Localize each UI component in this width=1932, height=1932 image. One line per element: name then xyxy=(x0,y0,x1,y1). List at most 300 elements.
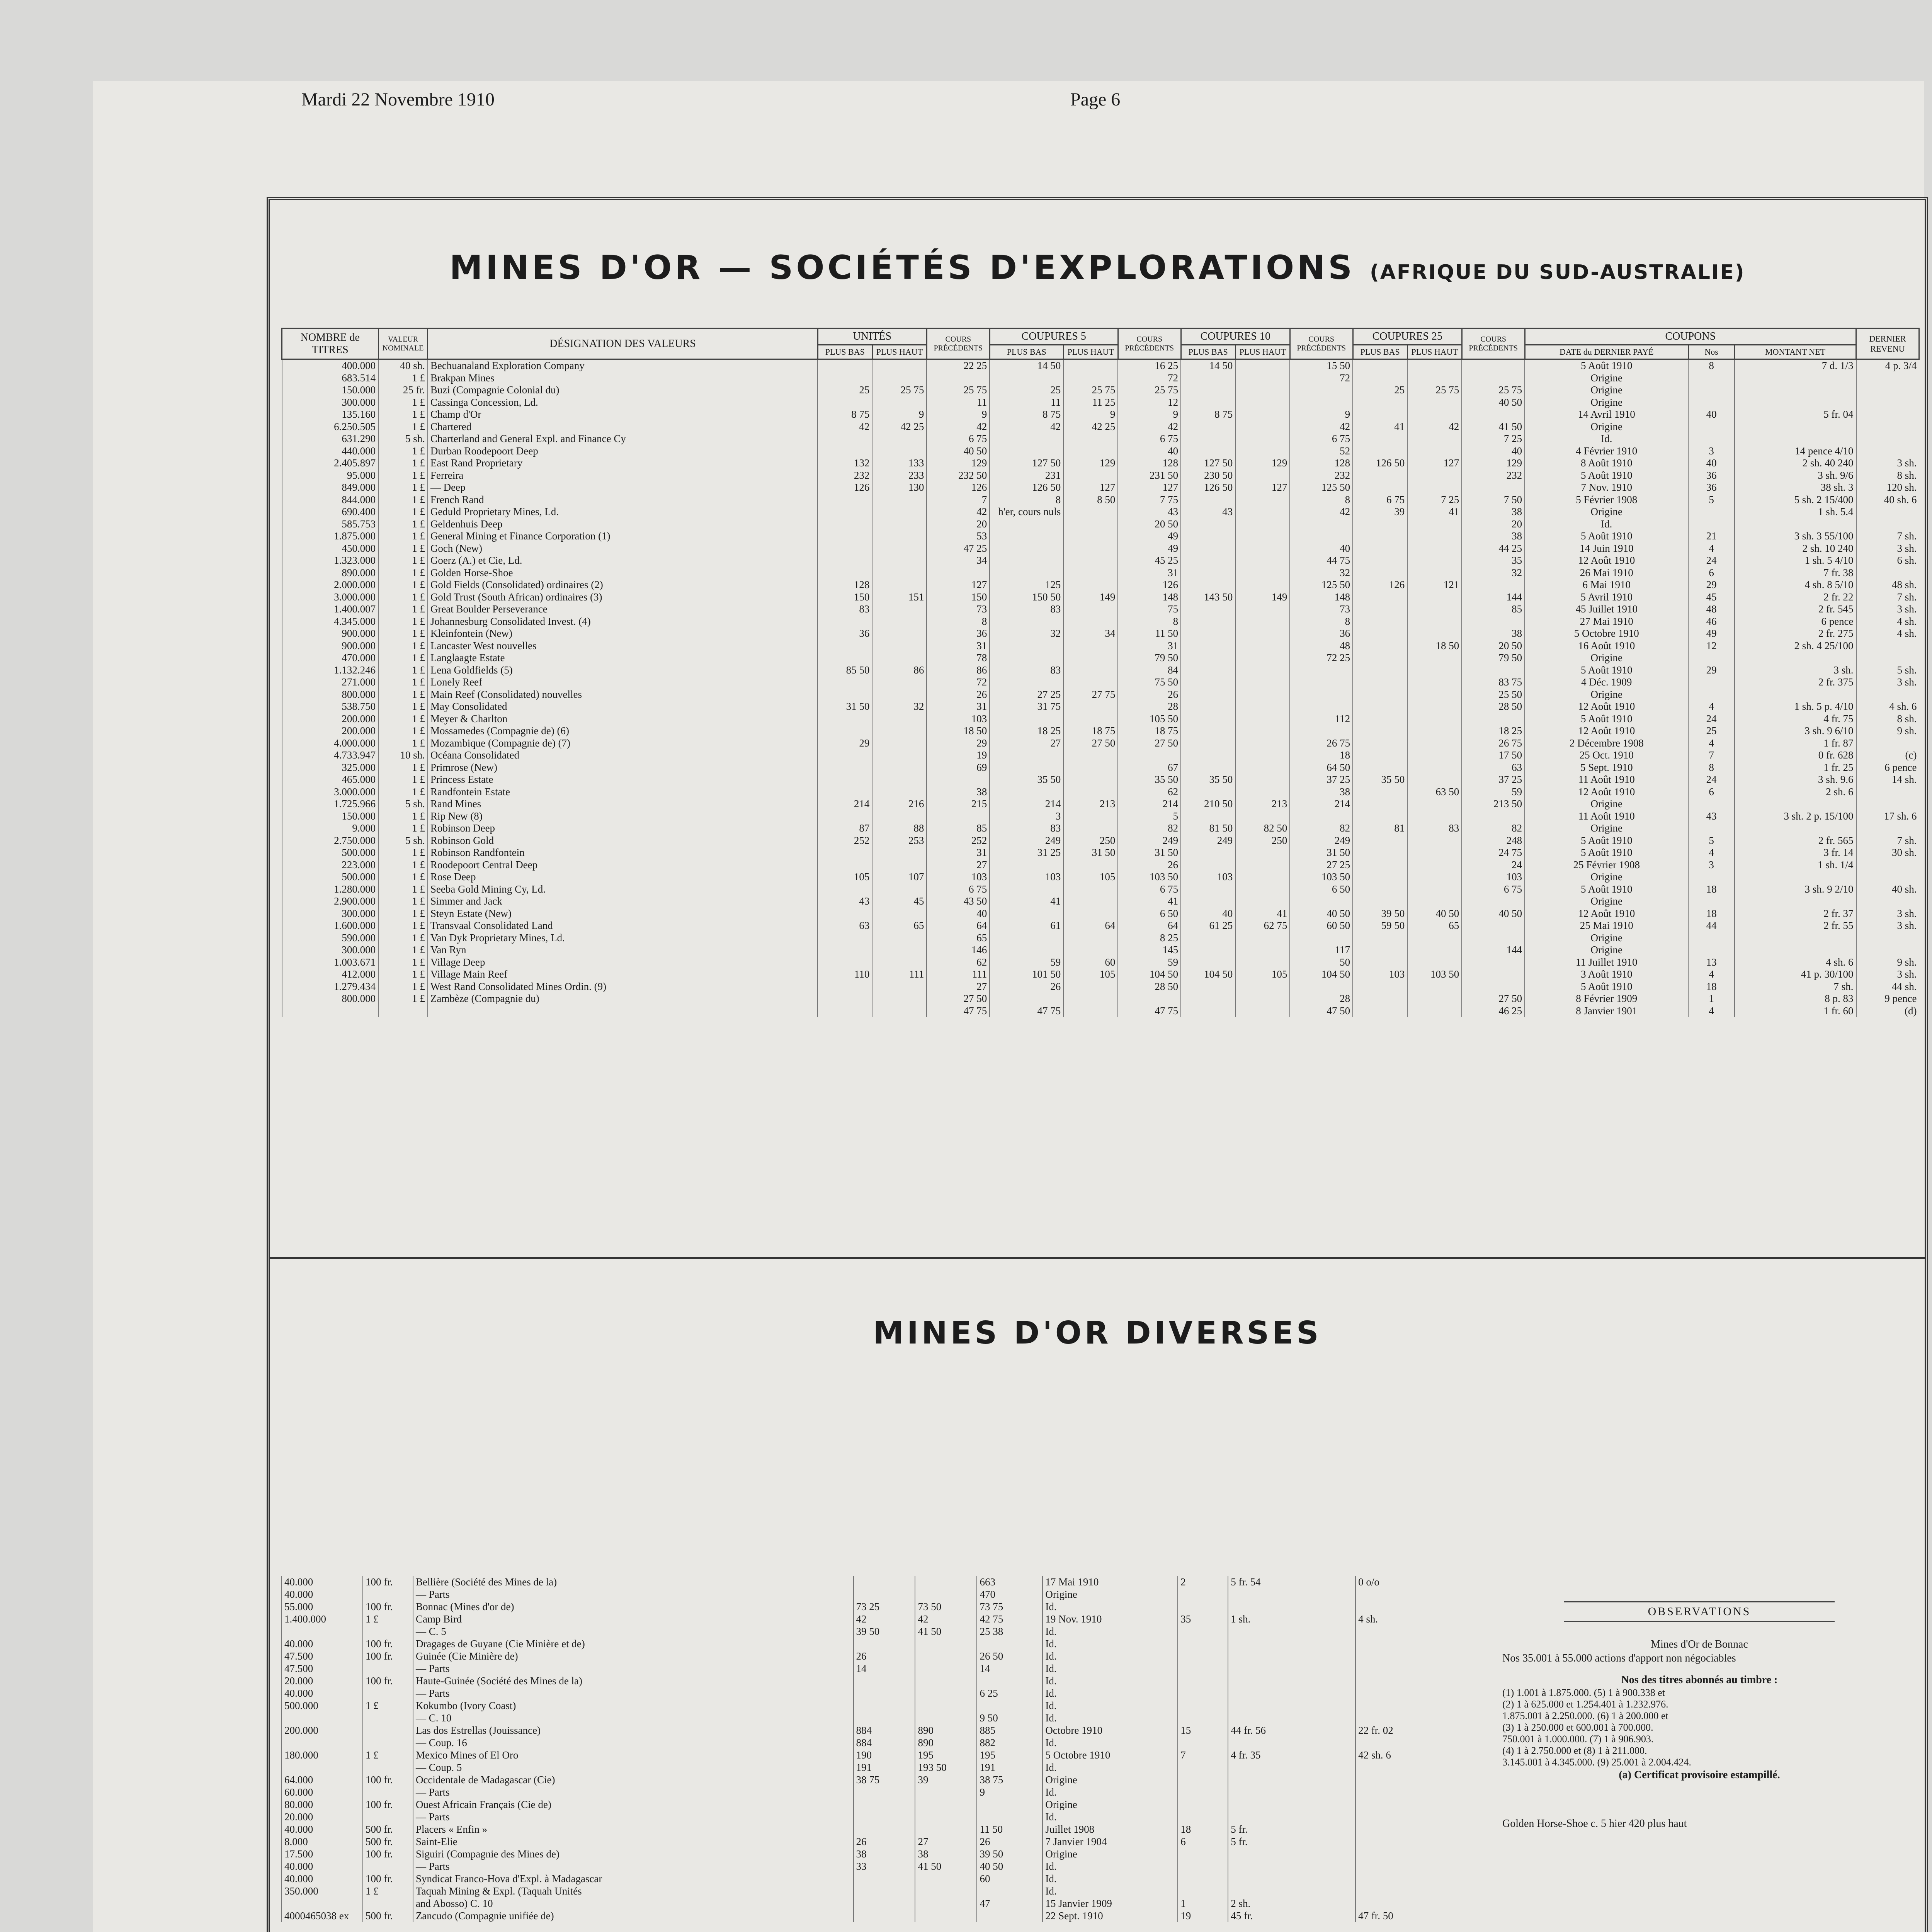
col-c5-bas: PLUS BAS xyxy=(990,345,1063,359)
mine-diverse-row xyxy=(282,1699,1491,1712)
mine-cell xyxy=(1353,396,1407,409)
mine-cell: 1 £ xyxy=(378,810,428,823)
mine-diverse-cell: 9 50 xyxy=(977,1712,1043,1724)
mine-cell: 1 £ xyxy=(378,859,428,871)
mine-cell: 45 xyxy=(872,895,927,908)
mine-cell: Gold Trust (South African) ordinaires (3) xyxy=(428,591,818,604)
mine-cell: 6 sh. xyxy=(1856,554,1919,567)
mine-cell: 18 50 xyxy=(927,725,990,737)
mine-cell: 38 xyxy=(1462,530,1525,543)
mine-cell: 128 xyxy=(818,579,872,591)
mine-diverse-cell xyxy=(915,1675,977,1687)
mine-diverse-cell xyxy=(1178,1761,1228,1774)
col-date: DATE du DERNIER PAYÉ xyxy=(1525,345,1688,359)
mine-cell: 3 sh. xyxy=(1856,603,1919,616)
col-coupures25: COUPURES 25 xyxy=(1353,328,1462,345)
mine-diverse-cell: — Coup. 5 xyxy=(413,1761,854,1774)
mine-cell xyxy=(1181,713,1235,725)
mine-cell: 84 xyxy=(1118,664,1181,677)
mine-cell xyxy=(872,518,927,531)
mine-diverse-cell: 5 fr. 54 xyxy=(1228,1576,1355,1588)
mine-cell: 249 xyxy=(990,835,1063,847)
mine-cell: 32 xyxy=(1290,567,1353,579)
mine-row xyxy=(282,384,1919,396)
mine-cell: 7 d. 1/3 xyxy=(1735,359,1856,372)
mine-cell xyxy=(1235,518,1290,531)
mine-row xyxy=(282,981,1919,993)
mine-cell: 11 xyxy=(990,396,1063,409)
mine-cell: Charterland and General Expl. and Finance Cy xyxy=(428,433,818,445)
mine-cell: 126 50 xyxy=(1353,457,1407,469)
mine-diverse-cell xyxy=(1228,1675,1355,1687)
mine-cell: 126 50 xyxy=(990,481,1063,494)
mine-cell: 300.000 xyxy=(282,944,379,956)
col-nombre: NOMBRE de TITRES xyxy=(282,328,379,359)
mine-cell: 41 xyxy=(1118,895,1181,908)
mine-cell: 125 50 xyxy=(1290,579,1353,591)
mine-cell xyxy=(1462,359,1525,372)
mine-diverse-cell: 15 xyxy=(1178,1724,1228,1736)
mine-cell xyxy=(990,652,1063,664)
mine-cell: 95.000 xyxy=(282,469,379,482)
mine-row xyxy=(282,445,1919,457)
mine-diverse-cell: 40 50 xyxy=(977,1860,1043,1872)
mine-diverse-cell: 191 xyxy=(854,1761,915,1774)
mine-diverse-row xyxy=(282,1687,1491,1699)
mine-cell: Simmer and Jack xyxy=(428,895,818,908)
observations-note: Nos 35.001 à 55.000 actions d'apport non négociables xyxy=(1502,1652,1736,1664)
mine-cell: Geduld Proprietary Mines, Ld. xyxy=(428,506,818,518)
mine-cell: 2.900.000 xyxy=(282,895,379,908)
mine-cell: 59 xyxy=(1462,786,1525,798)
mine-cell: 18 xyxy=(1290,749,1353,762)
mine-cell: 40 50 xyxy=(1290,908,1353,920)
mine-cell xyxy=(1353,725,1407,737)
mine-diverse-cell xyxy=(854,1638,915,1650)
mines-diverses-title: MINES D'OR DIVERSES xyxy=(873,1315,1322,1351)
mine-cell xyxy=(872,932,927,944)
mine-cell xyxy=(990,676,1063,689)
mine-cell: 1 £ xyxy=(378,421,428,433)
mine-cell xyxy=(1462,810,1525,823)
mine-cell: 5 sh. xyxy=(378,433,428,445)
mine-diverse-cell: 100 fr. xyxy=(363,1872,413,1885)
col-designation: DÉSIGNATION DES VALEURS xyxy=(428,328,818,359)
mine-diverse-cell xyxy=(1355,1835,1491,1848)
mine-cell: 14 sh. xyxy=(1856,774,1919,786)
mine-diverse-cell: 190 xyxy=(854,1749,915,1761)
mine-cell: 45 25 xyxy=(1118,554,1181,567)
mine-cell xyxy=(818,554,872,567)
mine-cell xyxy=(872,993,927,1005)
mine-cell: 35 xyxy=(1462,554,1525,567)
mine-diverse-cell: Octobre 1910 xyxy=(1043,1724,1178,1736)
mine-diverse-cell: 1 xyxy=(1178,1897,1228,1910)
mine-diverse-row xyxy=(282,1576,1491,1588)
mine-diverse-cell xyxy=(363,1897,413,1910)
mine-cell: 28 xyxy=(1290,993,1353,1005)
col-valeur: VALEUR NOMINALE xyxy=(378,328,428,359)
mine-cell xyxy=(1407,956,1462,969)
mine-cell: 105 xyxy=(1063,968,1118,981)
mine-cell xyxy=(1407,835,1462,847)
mine-cell xyxy=(1235,810,1290,823)
mine-row xyxy=(282,798,1919,810)
mine-row xyxy=(282,506,1919,518)
mine-diverse-cell: 0 o/o xyxy=(1355,1576,1491,1588)
mine-row xyxy=(282,652,1919,664)
mine-cell: 12 Août 1910 xyxy=(1525,786,1688,798)
mine-diverse-cell xyxy=(1228,1650,1355,1662)
mine-cell: 83 75 xyxy=(1462,676,1525,689)
mine-cell: 210 50 xyxy=(1181,798,1235,810)
mine-cell xyxy=(1353,810,1407,823)
mine-diverse-cell: 500 fr. xyxy=(363,1823,413,1835)
mine-cell xyxy=(1181,762,1235,774)
mine-cell: 1 £ xyxy=(378,762,428,774)
mine-cell xyxy=(1235,372,1290,384)
col-c25-bas: PLUS BAS xyxy=(1353,345,1407,359)
observations-line: (3) 1 à 250.000 et 600.001 à 700.000. xyxy=(1502,1722,1653,1733)
mine-cell: 126 xyxy=(927,481,990,494)
mine-cell: 8 xyxy=(1290,494,1353,506)
mine-cell: 31 xyxy=(927,847,990,859)
mine-cell xyxy=(1856,944,1919,956)
mine-diverse-cell: 14 xyxy=(854,1662,915,1675)
mine-cell: 40 xyxy=(1290,543,1353,555)
mine-cell xyxy=(1181,652,1235,664)
mine-cell: 44 sh. xyxy=(1856,981,1919,993)
mine-cell: 5 sh. 2 15/400 xyxy=(1735,494,1856,506)
mine-cell xyxy=(1407,847,1462,859)
mine-cell: Robinson Randfontein xyxy=(428,847,818,859)
mine-cell: 103 xyxy=(927,713,990,725)
mine-cell: 85 xyxy=(927,822,990,835)
mine-cell xyxy=(1235,689,1290,701)
mine-diverse-cell: 4000465038 ex xyxy=(282,1910,363,1922)
mine-diverse-cell: 882 xyxy=(977,1736,1043,1749)
mine-cell: 63 xyxy=(818,920,872,932)
mine-diverse-cell xyxy=(915,1897,977,1910)
observations-rule xyxy=(1564,1621,1835,1622)
mine-cell xyxy=(1063,359,1118,372)
col-cours-c10: COURS PRÉCÉDENTS xyxy=(1290,328,1353,359)
mine-cell: 27 50 xyxy=(1118,737,1181,750)
mine-diverse-cell: Mexico Mines of El Oro xyxy=(413,1749,854,1761)
mine-cell: 72 xyxy=(1290,372,1353,384)
mine-diverse-cell xyxy=(1228,1625,1355,1638)
mine-cell xyxy=(1353,628,1407,640)
mine-cell: 28 xyxy=(1118,701,1181,713)
mine-diverse-cell xyxy=(854,1798,915,1811)
mine-cell xyxy=(1235,847,1290,859)
mine-cell: 250 xyxy=(1063,835,1118,847)
mine-cell: 5 Août 1910 xyxy=(1525,713,1688,725)
mine-cell: 2 fr. 37 xyxy=(1735,908,1856,920)
mine-cell: 18 xyxy=(1688,981,1734,993)
mine-cell: 800.000 xyxy=(282,993,379,1005)
mine-cell xyxy=(1063,883,1118,896)
mine-diverse-cell: 200.000 xyxy=(282,1724,363,1736)
mine-cell: 42 25 xyxy=(872,421,927,433)
mine-cell: 38 xyxy=(1462,628,1525,640)
mine-cell xyxy=(1181,628,1235,640)
mine-diverse-cell: 5 fr. xyxy=(1228,1835,1355,1848)
mine-cell: 2 fr. 275 xyxy=(1735,628,1856,640)
mine-diverse-cell xyxy=(363,1786,413,1798)
mine-cell xyxy=(990,372,1063,384)
mine-diverse-cell xyxy=(854,1872,915,1885)
mine-cell: 44 xyxy=(1688,920,1734,932)
mine-cell xyxy=(1353,859,1407,871)
mine-cell: 150 xyxy=(818,591,872,604)
mine-cell: 1 £ xyxy=(378,895,428,908)
mine-cell: 86 xyxy=(872,664,927,677)
mine-cell: 49 xyxy=(1688,628,1734,640)
mine-cell: 27 xyxy=(927,859,990,871)
mine-diverse-cell xyxy=(1178,1662,1228,1675)
mine-cell: 20 xyxy=(927,518,990,531)
mine-cell xyxy=(1181,567,1235,579)
mine-cell xyxy=(1290,725,1353,737)
mine-diverse-cell: Id. xyxy=(1043,1600,1178,1613)
mine-cell xyxy=(872,359,927,372)
mine-cell: 85 50 xyxy=(818,664,872,677)
mine-cell xyxy=(1462,481,1525,494)
mine-cell xyxy=(1353,652,1407,664)
mine-diverse-cell xyxy=(915,1823,977,1835)
mine-cell xyxy=(818,359,872,372)
mine-row xyxy=(282,968,1919,981)
mine-cell xyxy=(818,652,872,664)
mine-cell xyxy=(818,956,872,969)
mine-cell: 28 50 xyxy=(1462,701,1525,713)
mine-cell xyxy=(1688,506,1734,518)
mine-diverse-cell: — C. 5 xyxy=(413,1625,854,1638)
mine-cell: 63 xyxy=(1462,762,1525,774)
col-c5-haut: PLUS HAUT xyxy=(1063,345,1118,359)
mine-cell: 64 xyxy=(1063,920,1118,932)
mine-diverse-cell xyxy=(1355,1675,1491,1687)
mine-cell: 216 xyxy=(872,798,927,810)
mine-cell: 73 xyxy=(1290,603,1353,616)
mine-cell: 130 xyxy=(872,481,927,494)
mine-cell: 35 50 xyxy=(1353,774,1407,786)
mine-diverse-cell xyxy=(363,1712,413,1724)
mine-cell xyxy=(1063,810,1118,823)
mine-cell: 18 50 xyxy=(1407,640,1462,652)
mine-cell: 75 xyxy=(1118,603,1181,616)
mine-cell xyxy=(1688,871,1734,883)
mine-diverse-row xyxy=(282,1662,1491,1675)
mine-cell xyxy=(818,372,872,384)
mine-diverse-cell xyxy=(1355,1662,1491,1675)
mine-diverse-cell: 40.000 xyxy=(282,1588,363,1600)
mine-cell xyxy=(1407,554,1462,567)
mine-cell: 8 xyxy=(1688,359,1734,372)
mine-diverse-cell: 19 xyxy=(1178,1910,1228,1922)
mine-row xyxy=(282,603,1919,616)
mine-cell xyxy=(1290,396,1353,409)
mine-cell: 36 xyxy=(927,628,990,640)
mine-cell: 400.000 xyxy=(282,359,379,372)
mine-cell: 29 xyxy=(1688,579,1734,591)
mine-cell xyxy=(872,652,927,664)
mine-cell xyxy=(1353,713,1407,725)
mine-diverse-cell: 39 xyxy=(915,1774,977,1786)
mine-cell xyxy=(1688,518,1734,531)
mine-cell xyxy=(1735,421,1856,433)
mine-diverse-cell: 38 xyxy=(915,1848,977,1860)
mine-diverse-row xyxy=(282,1613,1491,1625)
mine-cell xyxy=(1181,932,1235,944)
mine-diverse-cell xyxy=(915,1811,977,1823)
mine-cell xyxy=(1063,749,1118,762)
mine-row xyxy=(282,359,1919,372)
mine-cell: 5 fr. 04 xyxy=(1735,408,1856,421)
mine-cell: 585.753 xyxy=(282,518,379,531)
mine-cell: 35 50 xyxy=(1118,774,1181,786)
mine-cell: 8 xyxy=(927,616,990,628)
mine-cell xyxy=(1181,944,1235,956)
mine-cell: 3 sh. 3 55/100 xyxy=(1735,530,1856,543)
mine-diverse-cell: Id. xyxy=(1043,1687,1178,1699)
mine-cell xyxy=(1181,956,1235,969)
mine-diverse-cell: 5 fr. xyxy=(1228,1823,1355,1835)
mine-cell: 1 £ xyxy=(378,664,428,677)
mine-cell xyxy=(1407,396,1462,409)
mine-row xyxy=(282,457,1919,469)
mine-cell: 127 xyxy=(1407,457,1462,469)
mine-cell xyxy=(1407,676,1462,689)
mine-cell xyxy=(1063,993,1118,1005)
mine-cell xyxy=(872,433,927,445)
mine-cell: 325.000 xyxy=(282,762,379,774)
mine-cell: 3 fr. 14 xyxy=(1735,847,1856,859)
mine-cell xyxy=(1353,567,1407,579)
mine-diverse-cell xyxy=(363,1724,413,1736)
mine-cell xyxy=(990,932,1063,944)
mine-diverse-cell: 8.000 xyxy=(282,1835,363,1848)
mine-cell xyxy=(1407,859,1462,871)
mine-cell: West Rand Consolidated Mines Ordin. (9) xyxy=(428,981,818,993)
mine-cell xyxy=(1181,810,1235,823)
mine-diverse-row xyxy=(282,1774,1491,1786)
mine-cell: 25 75 xyxy=(927,384,990,396)
mine-cell xyxy=(1407,883,1462,896)
mine-cell xyxy=(1856,895,1919,908)
mine-cell xyxy=(1407,372,1462,384)
mine-cell: 83 xyxy=(990,664,1063,677)
mine-cell xyxy=(1353,372,1407,384)
mine-diverse-cell xyxy=(977,1638,1043,1650)
mine-cell xyxy=(1181,372,1235,384)
mine-diverse-cell xyxy=(977,1811,1043,1823)
mine-cell: 18 xyxy=(1688,883,1734,896)
mine-cell: 8 75 xyxy=(1181,408,1235,421)
mine-cell xyxy=(1353,640,1407,652)
observations-lines xyxy=(1502,1687,1896,1768)
mine-cell: 5 Sept. 1910 xyxy=(1525,762,1688,774)
mine-cell: 37 25 xyxy=(1290,774,1353,786)
mine-diverse-cell: Haute-Guinée (Société des Mines de la) xyxy=(413,1675,854,1687)
mine-diverse-cell xyxy=(1178,1885,1228,1897)
mine-diverse-cell: — Coup. 16 xyxy=(413,1736,854,1749)
mine-cell xyxy=(1235,701,1290,713)
mine-row xyxy=(282,993,1919,1005)
mine-cell xyxy=(1181,749,1235,762)
mine-cell xyxy=(1290,932,1353,944)
mine-diverse-cell: 890 xyxy=(915,1736,977,1749)
mine-cell: 129 xyxy=(927,457,990,469)
mine-cell: 2 fr. 375 xyxy=(1735,676,1856,689)
mine-cell xyxy=(1235,786,1290,798)
observations-subtitle: Nos des titres abonnés au timbre : xyxy=(1621,1674,1778,1686)
mine-cell: 34 xyxy=(927,554,990,567)
mine-cell: Origine xyxy=(1525,506,1688,518)
mine-cell xyxy=(1235,895,1290,908)
observations-line: 750.001 à 1.000.000. (7) 1 à 906.903. xyxy=(1502,1733,1654,1745)
mine-cell xyxy=(1353,445,1407,457)
mine-cell: 27 xyxy=(927,981,990,993)
mine-diverse-cell: Id. xyxy=(1043,1885,1178,1897)
mine-cell xyxy=(1235,506,1290,518)
mine-cell: 9 xyxy=(872,408,927,421)
mine-cell: 3 sh. xyxy=(1856,968,1919,981)
mine-diverse-cell: 195 xyxy=(915,1749,977,1761)
mine-cell: 49 xyxy=(1118,543,1181,555)
mine-cell xyxy=(1063,822,1118,835)
mine-cell xyxy=(990,762,1063,774)
mine-cell: 41 xyxy=(990,895,1063,908)
observations-line: 1.875.001 à 2.250.000. (6) 1 à 200.000 et xyxy=(1502,1710,1668,1721)
mine-cell: h'er, cours nuls xyxy=(990,506,1063,518)
mine-diverse-cell xyxy=(282,1761,363,1774)
mine-cell: 252 xyxy=(927,835,990,847)
mine-cell xyxy=(1407,481,1462,494)
mine-cell: Village Main Reef xyxy=(428,968,818,981)
mine-cell xyxy=(818,883,872,896)
mine-cell: 8 25 xyxy=(1118,932,1181,944)
mine-cell xyxy=(1235,944,1290,956)
mine-cell: 849.000 xyxy=(282,481,379,494)
mine-cell xyxy=(1235,543,1290,555)
mine-cell xyxy=(1407,664,1462,677)
mine-cell xyxy=(872,774,927,786)
mine-cell: 83 xyxy=(990,822,1063,835)
mine-diverse-cell: 100 fr. xyxy=(363,1638,413,1650)
mine-cell xyxy=(1353,1005,1407,1017)
mine-cell: 232 50 xyxy=(927,469,990,482)
mine-cell: Rand Mines xyxy=(428,798,818,810)
mine-cell xyxy=(1181,603,1235,616)
mine-cell: Golden Horse-Shoe xyxy=(428,567,818,579)
mine-cell: 7 sh. xyxy=(1856,591,1919,604)
mine-cell: 40 xyxy=(1181,908,1235,920)
mine-cell xyxy=(1353,408,1407,421)
mine-diverse-cell xyxy=(363,1625,413,1638)
mine-diverse-cell xyxy=(1355,1712,1491,1724)
mine-cell: 4 Déc. 1909 xyxy=(1525,676,1688,689)
mine-cell: 18 75 xyxy=(1063,725,1118,737)
mine-cell: 103 xyxy=(927,871,990,883)
mine-cell xyxy=(1181,883,1235,896)
mine-cell: 1.323.000 xyxy=(282,554,379,567)
mine-diverse-cell xyxy=(1178,1798,1228,1811)
mine-cell xyxy=(1353,871,1407,883)
mine-cell xyxy=(818,616,872,628)
mine-cell: 2 fr. 55 xyxy=(1735,920,1856,932)
